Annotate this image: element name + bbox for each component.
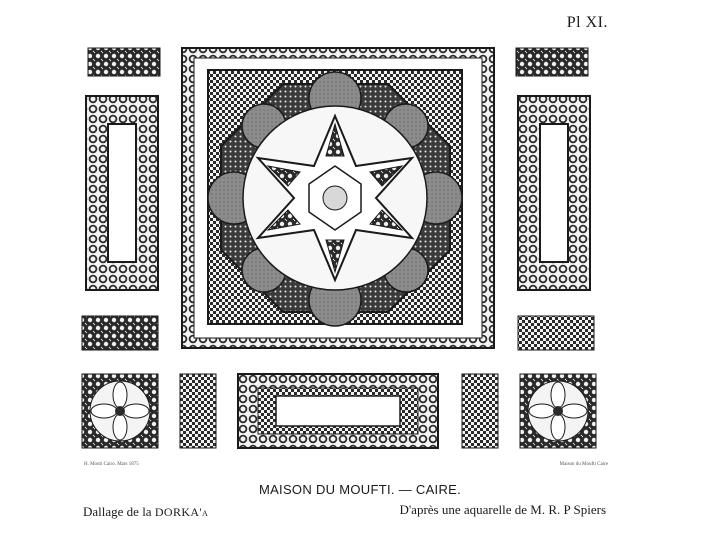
caption-left [83,504,208,520]
left-tall-panel [86,96,158,290]
artist-signature-right: Maison du Moufti Caire [559,462,608,467]
right-tall-panel [518,96,590,290]
floor-plate-illustration [78,44,598,454]
caption-left-prefix: Dallage de la [83,504,152,519]
caption-left-term: DORKA'a [154,505,209,519]
bottom-left-rosette [82,374,158,448]
mosaic-floor-drawing [78,44,598,454]
caption-right-credit: D'après une aquarelle de M. R. P Spiers [399,502,606,517]
bottom-center-panel [238,374,438,448]
bottom-right-rosette [520,374,596,448]
central-square [182,48,494,348]
plate-title: MAISON DU MOUFTI. — CAIRE. [258,482,462,497]
artist-signature-left: H. Monti Cairo. Mars 1875 [84,462,139,467]
plate-number: Pl XI. [566,14,608,31]
